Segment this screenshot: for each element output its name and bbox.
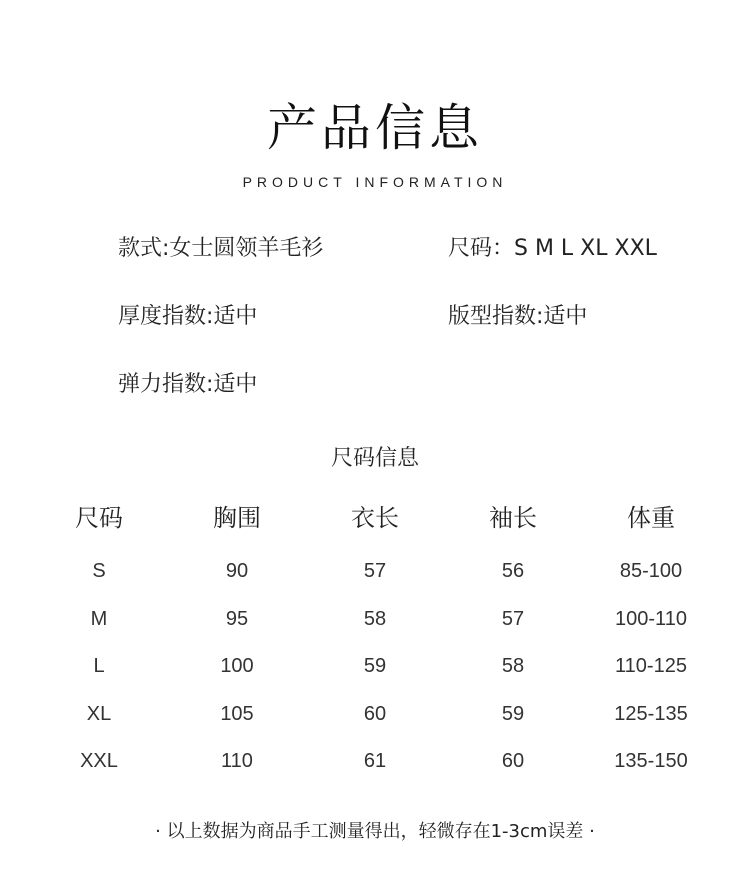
cell-sleeve: 59	[501, 702, 525, 725]
cell-chest: 100	[220, 655, 254, 678]
cell-length: 58	[363, 607, 387, 630]
table-row	[30, 643, 720, 691]
header-weight: 体重	[627, 503, 675, 532]
cell-weight: 85-100	[619, 560, 683, 583]
table-row	[30, 738, 720, 786]
info-style: 款式:女士圆领羊毛衫	[118, 236, 324, 261]
cell-length: 59	[363, 655, 387, 678]
page-subtitle: PRODUCT INFORMATION	[242, 174, 508, 190]
size-table	[30, 490, 720, 786]
table-row	[30, 540, 720, 596]
size-table-header-row	[30, 490, 720, 540]
info-fit: 版型指数:适中	[448, 304, 588, 329]
header-chest: 胸围	[213, 503, 261, 532]
size-table-title: 尺码信息	[330, 446, 419, 471]
header-size: 尺码	[75, 503, 123, 532]
cell-sleeve: 57	[501, 607, 525, 630]
cell-chest: 105	[220, 702, 254, 725]
cell-weight: 100-110	[615, 607, 687, 630]
header-length: 衣长	[351, 503, 399, 532]
cell-chest: 95	[225, 607, 249, 630]
cell-sleeve: 56	[501, 560, 525, 583]
info-thickness: 厚度指数:适中	[118, 304, 258, 329]
header-sleeve: 袖长	[489, 503, 537, 532]
table-row	[30, 596, 720, 644]
cell-size: S	[92, 560, 106, 583]
cell-size: L	[93, 655, 105, 678]
cell-chest: 110	[221, 750, 253, 773]
measurement-note: · 以上数据为商品手工测量得出，轻微存在1-3cm误差 ·	[155, 821, 595, 842]
cell-weight: 135-150	[614, 750, 688, 773]
cell-size: XL	[86, 702, 112, 725]
cell-length: 61	[363, 750, 387, 773]
cell-sleeve: 60	[501, 750, 525, 773]
table-row	[30, 691, 720, 739]
info-sizes: 尺码：S M L XL XXL	[448, 236, 657, 261]
info-elasticity: 弹力指数:适中	[118, 372, 258, 397]
cell-length: 57	[363, 560, 387, 583]
cell-sleeve: 58	[501, 655, 525, 678]
cell-size: M	[90, 607, 108, 630]
page-title: 产品信息	[267, 99, 483, 157]
cell-length: 60	[363, 702, 387, 725]
cell-weight: 125-135	[614, 702, 688, 725]
cell-weight: 110-125	[615, 655, 687, 678]
cell-chest: 90	[225, 560, 249, 583]
cell-size: XXL	[80, 750, 118, 773]
